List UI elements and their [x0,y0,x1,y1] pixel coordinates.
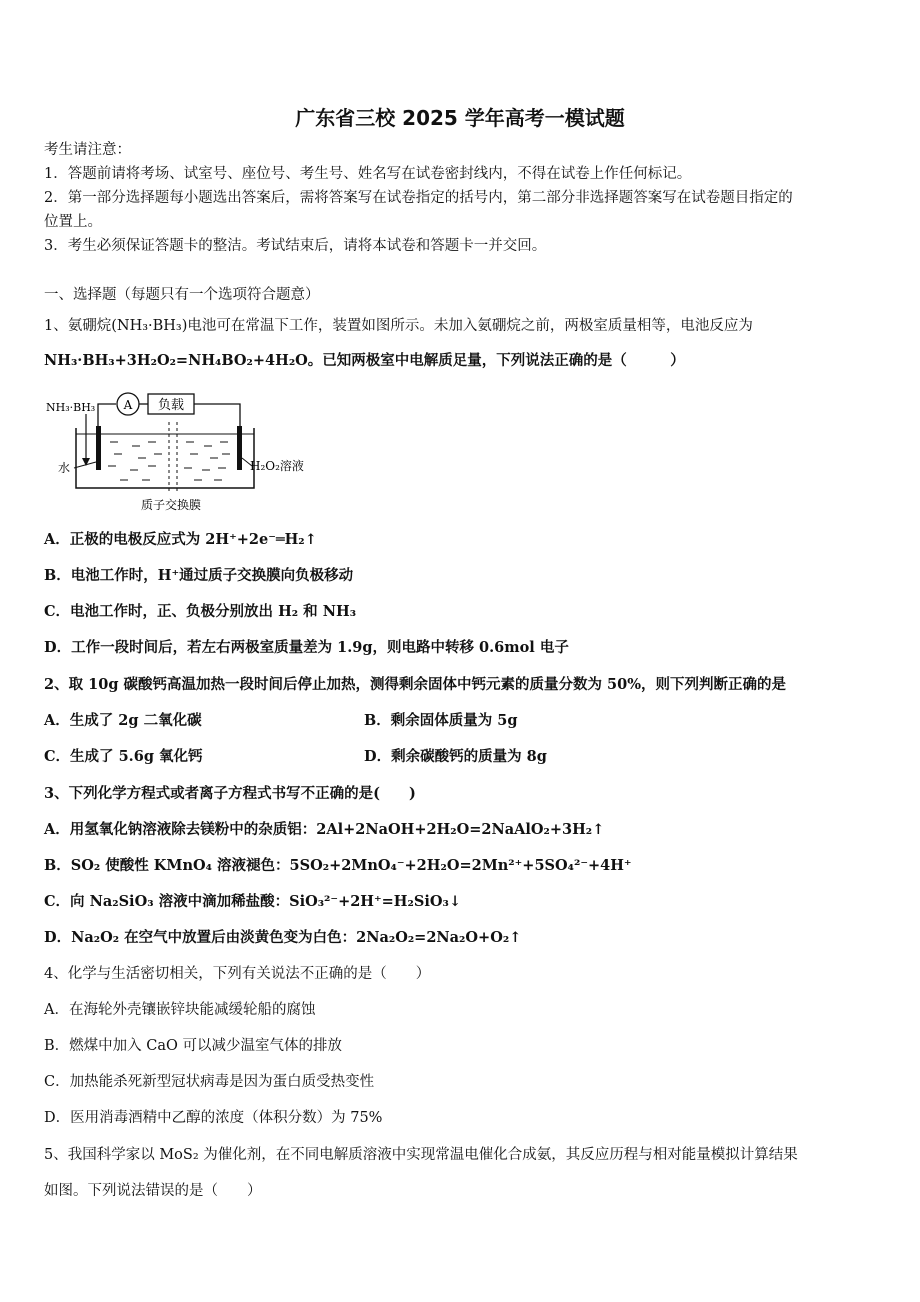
notice-item: 位置上。 [44,214,102,230]
positive-electrode [237,426,242,470]
section-title: 一、选择题（每题只有一个选项符合题意） [44,287,320,303]
negative-electrode [96,426,101,470]
q3-option-b: B．SO₂ 使酸性 KMnO₄ 溶液褪色：5SO₂+2MnO₄⁻+2H₂O=2Mn²⁺+5SO₄²⁻+4H⁺ [44,857,632,874]
ammeter-label: A [123,398,133,412]
q4-stem: 4、化学与生活密切相关，下列有关说法不正确的是（ ） [44,966,431,982]
q2-option-b: B．剩余固体质量为 5g [364,712,518,729]
q1-option-c: C．电池工作时，正、负极分别放出 H₂ 和 NH₃ [44,603,357,620]
membrane-label: 质子交换膜 [141,498,202,512]
notice-item: 3．考生必须保证答题卡的整洁。考试结束后，请将本试卷和答题卡一并交回。 [44,238,547,254]
h2o2-label: H₂O₂溶液 [250,459,304,473]
q3-stem: 3、下列化学方程式或者离子方程式书写不正确的是( ) [44,785,416,802]
page-title: 广东省三校 2025 学年高考一模试题 [295,106,625,130]
q4-option-a: A．在海轮外壳镶嵌锌块能减缓轮船的腐蚀 [44,1002,316,1018]
q4-option-b: B．燃煤中加入 CaO 可以减少温室气体的排放 [44,1038,342,1054]
load-label: 负载 [157,398,185,413]
q3-option-c: C．向 Na₂SiO₃ 溶液中滴加稀盐酸：SiO₃²⁻+2H⁺=H₂SiO₃↓ [44,893,461,910]
reactant-label: NH₃·BH₃ [46,401,96,414]
q2-option-a: A．生成了 2g 二氧化碳 [44,712,202,729]
circuit-wire [98,404,116,426]
q2-option-c: C．生成了 5.6g 氧化钙 [44,748,203,765]
cell-container [76,428,254,488]
q4-option-d: D．医用消毒酒精中乙醇的浓度（体积分数）为 75% [44,1110,383,1126]
water-label: 水 [58,461,71,475]
q3-option-d: D．Na₂O₂ 在空气中放置后由淡黄色变为白色：2Na₂O₂=2Na₂O+O₂↑ [44,929,522,946]
battery-diagram [44,388,334,516]
q1-option-a: A．正极的电极反应式为 2H⁺+2e⁻═H₂↑ [44,531,317,548]
q3-option-a: A．用氢氧化钠溶液除去镁粉中的杂质铝：2Al+2NaOH+2H₂O=2NaAlO₂+3H₂↑ [44,821,605,838]
q1-option-d: D．工作一段时间后，若左右两极室质量差为 1.9g，则电路中转移 0.6mol 电子 [44,639,569,656]
notice-item: 2．第一部分选择题每小题选出答案后，需将答案写在试卷指定的括号内，第二部分非选择题答案写在试卷题目指定的 [44,190,793,206]
q2-stem: 2、取 10g 碳酸钙高温加热一段时间后停止加热，测得剩余固体中钙元素的质量分数为 50%，则下列判断正确的是 [44,676,787,693]
q1-stem-equation: NH₃·BH₃+3H₂O₂=NH₄BO₂+4H₂O。已知两极室中电解质足量，下列说法正确的是（ ） [44,352,685,369]
notice-heading: 考生请注意： [44,142,131,158]
q5-stem: 5、我国科学家以 MoS₂ 为催化剂，在不同电解质溶液中实现常温电催化合成氨，其反应历程与相对能量模拟计算结果 [44,1147,798,1163]
q4-option-c: C．加热能杀死新型冠状病毒是因为蛋白质受热变性 [44,1074,375,1090]
q2-option-d: D．剩余碳酸钙的质量为 8g [364,748,547,765]
q1-stem: 1、氨硼烷(NH₃·BH₃)电池可在常温下工作，装置如图所示。未加入氨硼烷之前，两极室质量相等，电池反应为 [44,318,753,334]
q1-option-b: B．电池工作时，H⁺通过质子交换膜向负极移动 [44,567,354,584]
q5-stem: 如图。下列说法错误的是（ ） [44,1183,262,1199]
notice-item: 1．答题前请将考场、试室号、座位号、考生号、姓名写在试卷密封线内，不得在试卷上作任何标记。 [44,166,692,182]
